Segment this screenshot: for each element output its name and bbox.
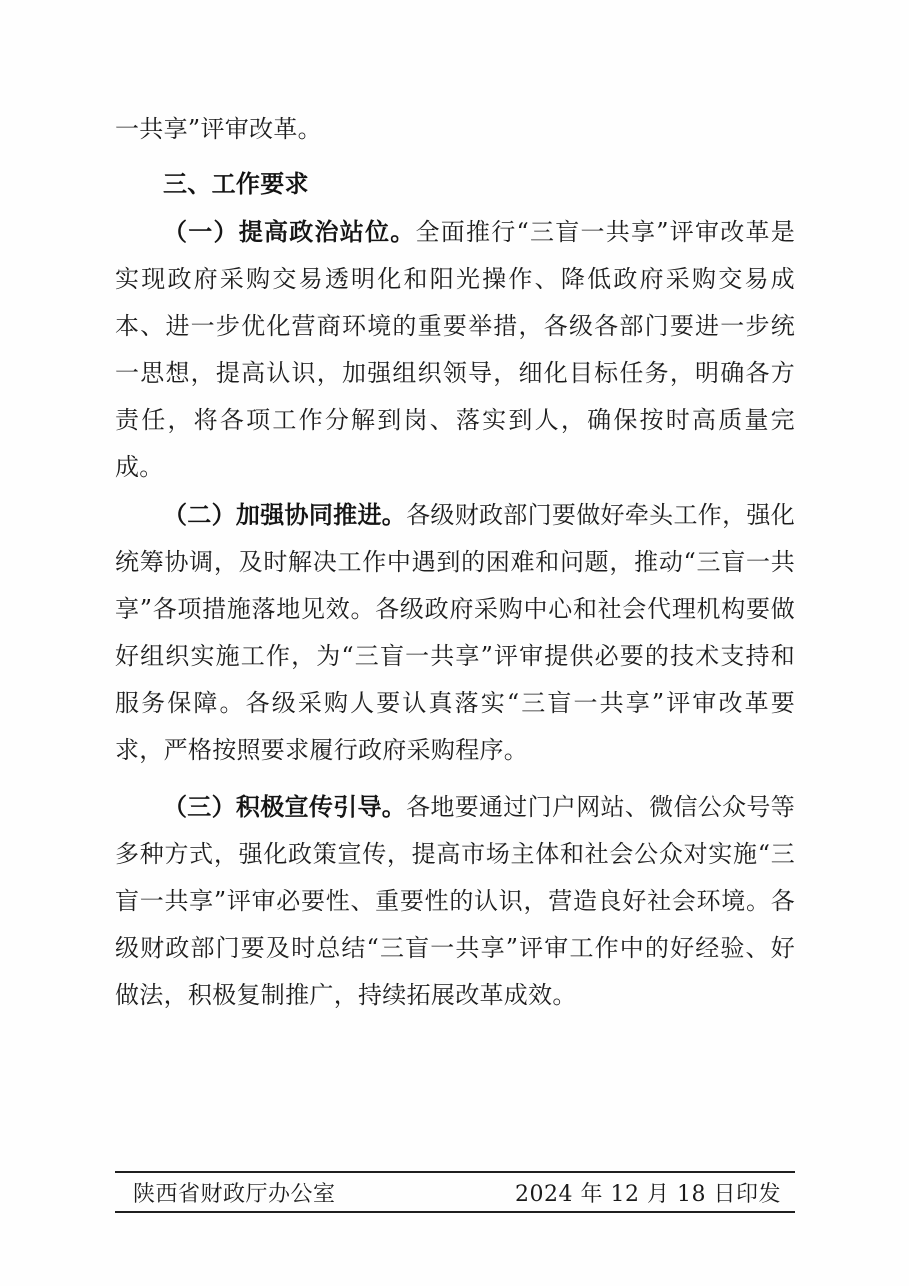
paragraph xyxy=(115,783,795,1019)
paragraph-list xyxy=(115,208,795,1019)
continuation-line: 一共享”评审改革。 xyxy=(115,115,322,143)
paragraph xyxy=(115,491,795,774)
paragraph-text: 各地要通过门户网站、微信公众号等多种方式，强化政策宣传，提高市场主体和社会公众对实施“三盲一共享”评审必要性、重要性的认识，营造良好社会环境。各级财政部门要及时总结“三盲一共享”评审工作中的好经验、好做法，积极复制推广，持续拓展改革成效。 xyxy=(115,793,795,1009)
footer-issuer: 陕西省财政厅办公室 xyxy=(133,1181,336,1207)
paragraph xyxy=(115,208,795,491)
paragraph-lead: （三）积极宣传引导。 xyxy=(163,792,407,821)
paragraph-text: 全面推行“三盲一共享”评审改革是实现政府采购交易透明化和阳光操作、降低政府采购交易成本、进一步优化营商环境的重要举措，各级各部门要进一步统一思想，提高认识，加强组织领导，细化目标任务，明确各方责任，将各项工作分解到岗、落实到人，确保按时高质量完成。 xyxy=(115,218,796,481)
footer xyxy=(115,1171,795,1213)
paragraph-lead: （一）提高政治站位。 xyxy=(163,217,416,246)
paragraph-lead: （二）加强协同推进。 xyxy=(163,500,407,529)
paragraph-text: 各级财政部门要做好牵头工作，强化统筹协调，及时解决工作中遇到的困难和问题，推动“三盲一共享”各项措施落地见效。各级政府采购中心和社会代理机构要做好组织实施工作，为“三盲一共享”评审提供必要的技术支持和服务保障。各级采购人要认真落实“三盲一共享”评审改革要求，严格按照要求履行政府采购程序。 xyxy=(115,501,795,764)
section-heading: 三、工作要求 xyxy=(163,170,309,198)
footer-print-date: 2024 年 12 月 18 日印发 xyxy=(515,1181,781,1207)
